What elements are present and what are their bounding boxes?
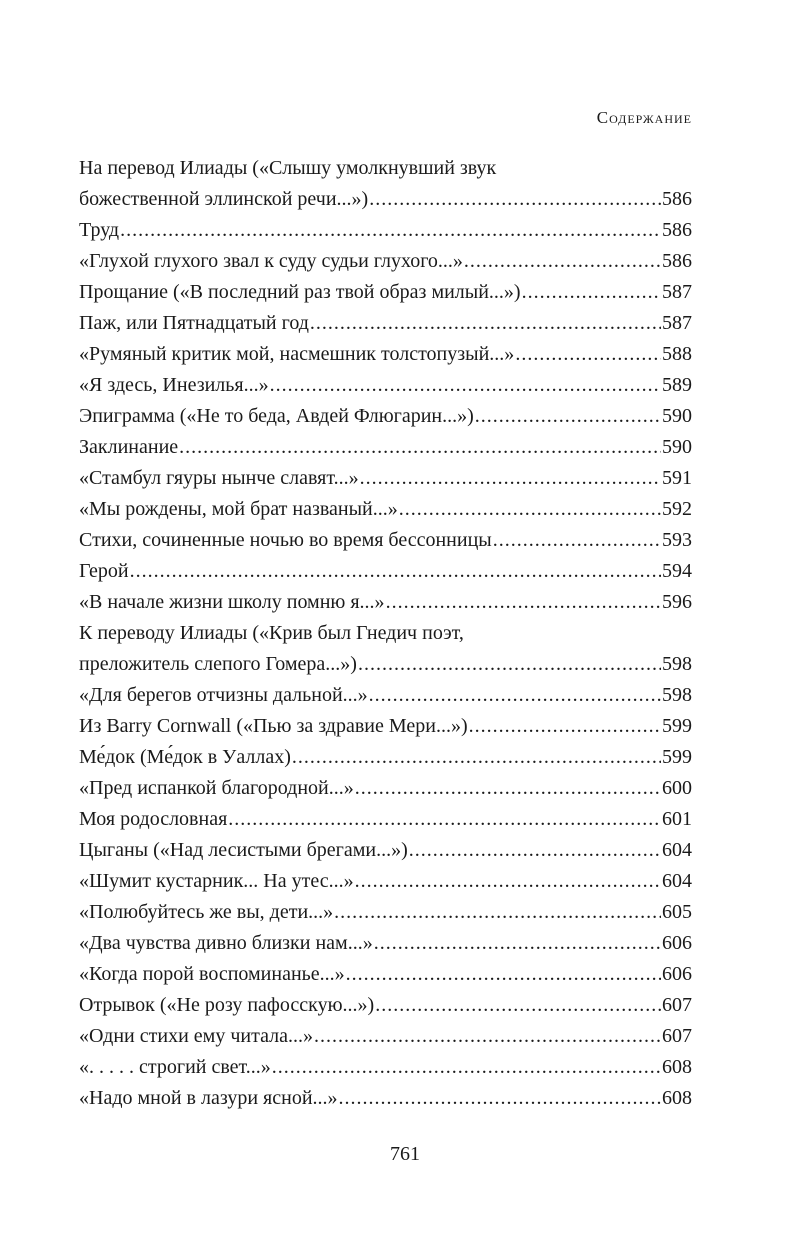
toc-entry [79, 246, 692, 277]
toc-entry [79, 463, 692, 494]
toc-entry [79, 1021, 692, 1052]
toc-entry-page-number: 604 [662, 870, 692, 892]
toc-entry-page-number: 587 [662, 312, 692, 334]
toc-entry-last-line [79, 556, 692, 587]
dot-leader [120, 215, 661, 246]
toc-entry-page-number: 599 [662, 746, 692, 768]
dot-leader [475, 401, 661, 432]
dot-leader [270, 370, 661, 401]
dot-leader [515, 339, 661, 370]
toc-entry-page-number: 607 [662, 1025, 692, 1047]
toc-entry-last-line [79, 649, 692, 680]
toc-entry-title-line: божественной эллинской речи...») [79, 188, 369, 210]
toc-entry-title-line: «. . . . . строгий свет...» [79, 1056, 271, 1078]
dot-leader [464, 246, 661, 277]
toc-entry-title-line: «Румяный критик мой, насмешник толстопузый...» [79, 343, 515, 365]
dot-leader [179, 432, 661, 463]
toc-entry-last-line [79, 401, 692, 432]
toc-entry-page-number: 607 [662, 994, 692, 1016]
toc-entry-last-line [79, 215, 692, 246]
toc-entry-page-number: 591 [662, 467, 692, 489]
toc-entry-last-line [79, 308, 692, 339]
running-head: Содержание [596, 108, 692, 127]
dot-leader [272, 1052, 661, 1083]
dot-leader [334, 897, 661, 928]
toc-entry [79, 742, 692, 773]
toc-entry [79, 339, 692, 370]
toc-entry-title-line: «Стамбул гяуры нынче славят...» [79, 467, 359, 489]
toc-entry-last-line [79, 990, 692, 1021]
toc-entry-last-line [79, 804, 692, 835]
dot-leader [469, 711, 661, 742]
toc-entry [79, 556, 692, 587]
toc-entry-title-line: «Надо мной в лазури ясной...» [79, 1087, 338, 1109]
toc-entry-last-line [79, 463, 692, 494]
page-number: 761 [390, 1143, 420, 1165]
dot-leader [292, 742, 661, 773]
toc-entry-title-line: «Глухой глухого звал к суду судьи глухого...» [79, 250, 463, 272]
dot-leader [228, 804, 661, 835]
toc-entry-last-line [79, 959, 692, 990]
toc-entry-title-line: «Полюбуйтесь же вы, дети...» [79, 901, 334, 923]
toc-entry-title-line: На перевод Илиады («Слышу умолкнувший звук [79, 157, 497, 179]
toc-entry [79, 618, 692, 680]
toc-entry-page-number: 586 [662, 188, 692, 210]
toc-entry-page-number: 605 [662, 901, 692, 923]
toc-entry [79, 711, 692, 742]
toc-entry-last-line [79, 246, 692, 277]
toc-entry-last-line [79, 711, 692, 742]
toc-entry-title-line: «Два чувства дивно близки нам...» [79, 932, 373, 954]
toc-entry [79, 1083, 692, 1114]
toc-entry-page-number: 604 [662, 839, 692, 861]
toc-entry-page-number: 598 [662, 653, 692, 675]
toc-entry-last-line [79, 184, 692, 215]
toc-entry [79, 959, 692, 990]
toc-entry-page-number: 586 [662, 219, 692, 241]
toc-entry [79, 897, 692, 928]
dot-leader [358, 649, 661, 680]
toc-entry-last-line [79, 1083, 692, 1114]
toc-entry [79, 432, 692, 463]
toc-entry-page-number: 606 [662, 932, 692, 954]
toc-entry-last-line [79, 835, 692, 866]
toc-entry [79, 1052, 692, 1083]
toc-entry [79, 215, 692, 246]
toc-entry [79, 153, 692, 215]
dot-leader [310, 308, 661, 339]
toc-entry [79, 680, 692, 711]
toc-entry-title-line: Из Barry Cornwall («Пью за здравие Мери...») [79, 715, 468, 737]
dot-leader [355, 773, 661, 804]
toc-entry-title-line: «Когда порой воспоминанье...» [79, 963, 345, 985]
toc-entry-title-line: Стихи, сочиненные ночью во время бессонницы [79, 529, 492, 551]
toc-entry-page-number: 590 [662, 436, 692, 458]
toc-entry-page-number: 598 [662, 684, 692, 706]
dot-leader [355, 866, 661, 897]
dot-leader [409, 835, 661, 866]
dot-leader [339, 1083, 661, 1114]
toc-entry-title-line: К переводу Илиады («Крив был Гнедич поэт, [79, 622, 464, 644]
toc-entry-page-number: 608 [662, 1056, 692, 1078]
toc-entry [79, 804, 692, 835]
toc-entry-title-line: «Одни стихи ему читала...» [79, 1025, 313, 1047]
toc-entry-last-line [79, 370, 692, 401]
toc-entry-page-number: 601 [662, 808, 692, 830]
toc-entry-last-line [79, 494, 692, 525]
toc-entry-page-number: 599 [662, 715, 692, 737]
toc-entry-page-number: 593 [662, 529, 692, 551]
toc-entry-title-line: Прощание («В последний раз твой образ милый...») [79, 281, 521, 303]
toc-entry-title-line: «Мы рождены, мой брат названый...» [79, 498, 398, 520]
toc-entry-title-line: Труд [79, 219, 120, 241]
toc-entry-last-line [79, 866, 692, 897]
toc-entry-last-line [79, 773, 692, 804]
toc-entry-title-line: Эпиграмма («Не то беда, Авдей Флюгарин...») [79, 405, 474, 427]
toc-entry [79, 525, 692, 556]
toc-entry-page-number: 606 [662, 963, 692, 985]
dot-leader [386, 587, 661, 618]
toc-entry [79, 494, 692, 525]
toc-entry-title-line: «Для берегов отчизны дальной...» [79, 684, 368, 706]
toc-entry [79, 370, 692, 401]
toc-entry [79, 308, 692, 339]
toc-entry [79, 587, 692, 618]
toc-entry-last-line [79, 587, 692, 618]
toc-entry-title-line: Ме́док (Ме́док в Уаллах) [79, 746, 291, 768]
dot-leader [369, 184, 661, 215]
toc-entry [79, 277, 692, 308]
toc-entry-last-line [79, 432, 692, 463]
toc-entry [79, 990, 692, 1021]
toc-entry-title-line: преложитель слепого Гомера...») [79, 653, 357, 675]
toc-entry-page-number: 596 [662, 591, 692, 613]
toc-entry-title-line: Паж, или Пятнадцатый год [79, 312, 309, 334]
toc-entry-title-line: «В начале жизни школу помню я...» [79, 591, 385, 613]
toc-entry-title-line: Заклинание [79, 436, 179, 458]
toc-entry [79, 401, 692, 432]
dot-leader [522, 277, 661, 308]
dot-leader [399, 494, 661, 525]
toc-entry-last-line [79, 525, 692, 556]
toc-entry-page-number: 592 [662, 498, 692, 520]
dot-leader [493, 525, 661, 556]
dot-leader [346, 959, 661, 990]
toc-entry-last-line [79, 277, 692, 308]
toc-entry-last-line [79, 897, 692, 928]
toc-entry [79, 773, 692, 804]
toc-entry-last-line [79, 1052, 692, 1083]
toc-entry-last-line [79, 680, 692, 711]
dot-leader [375, 990, 661, 1021]
toc-entry [79, 928, 692, 959]
toc-entry [79, 835, 692, 866]
dot-leader [314, 1021, 661, 1052]
toc-entry-page-number: 600 [662, 777, 692, 799]
toc-entry-title-line: «Я здесь, Инезилья...» [79, 374, 269, 396]
toc-entry-title-line: Моя родословная [79, 808, 228, 830]
table-of-contents [79, 153, 692, 1114]
toc-entry-title-line: Отрывок («Не розу пафосскую...») [79, 994, 375, 1016]
toc-entry-last-line [79, 1021, 692, 1052]
dot-leader [374, 928, 661, 959]
toc-entry-title-line: «Пред испанкой благородной...» [79, 777, 354, 799]
toc-entry-last-line [79, 928, 692, 959]
toc-entry-page-number: 594 [662, 560, 692, 582]
dot-leader [360, 463, 661, 494]
toc-entry-page-number: 608 [662, 1087, 692, 1109]
toc-entry-title-line: Цыганы («Над лесистыми брегами...») [79, 839, 408, 861]
toc-entry-last-line [79, 742, 692, 773]
toc-entry-title-line: Герой [79, 560, 129, 582]
dot-leader [130, 556, 661, 587]
dot-leader [369, 680, 661, 711]
toc-entry-page-number: 589 [662, 374, 692, 396]
toc-entry-title-line: «Шумит кустарник... На утес...» [79, 870, 354, 892]
toc-entry [79, 866, 692, 897]
toc-entry-last-line [79, 339, 692, 370]
toc-entry-page-number: 588 [662, 343, 692, 365]
toc-entry-page-number: 590 [662, 405, 692, 427]
toc-entry-page-number: 587 [662, 281, 692, 303]
toc-entry-page-number: 586 [662, 250, 692, 272]
